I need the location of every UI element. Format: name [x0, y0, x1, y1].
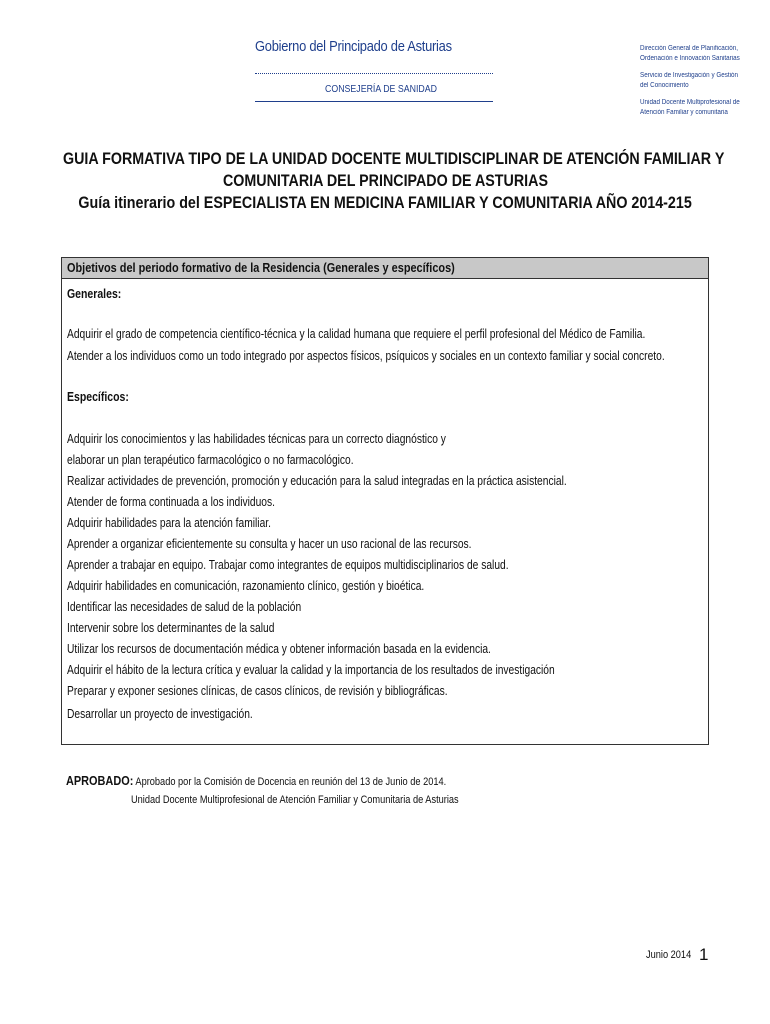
- header-servicio: Servicio de Investigación y Gestión del Conocimiento: [640, 72, 739, 89]
- title-line-3: Guía itinerario del ESPECIALISTA EN MEDICINA FAMILIAR Y COMUNITARIA AÑO 2014-215: [78, 193, 692, 212]
- especificos-item: Adquirir los conocimientos y las habilidades técnicas para un correcto diagnóstico y: [67, 432, 446, 446]
- especificos-item: Adquirir habilidades para la atención familiar.: [67, 516, 271, 530]
- generales-label: Generales:: [67, 287, 122, 301]
- consejeria-label: CONSEJERÍA DE SANIDAD: [325, 84, 437, 95]
- generales-item: Atender a los individuos como un todo integrado por aspectos físicos, psíquicos y sociales en un contexto familiar y social concreto.: [67, 349, 665, 363]
- header-unidad: Unidad Docente Multiprofesional de Atención Familiar y comunitaria: [640, 99, 740, 116]
- especificos-item: Realizar actividades de prevención, promoción y educación para la salud integradas en la práctica asistencial.: [67, 474, 567, 488]
- especificos-item: Desarrollar un proyecto de investigación.: [67, 707, 253, 721]
- title-line-1: GUIA FORMATIVA TIPO DE LA UNIDAD DOCENTE MULTIDISCIPLINAR DE ATENCIÓN FAMILIAR Y: [62, 149, 725, 168]
- objectives-box: [61, 257, 709, 745]
- especificos-item: Utilizar los recursos de documentación médica y obtener información basada en la evidencia.: [67, 642, 491, 656]
- footer-date: Junio 2014: [646, 949, 692, 961]
- generales-item: Adquirir el grado de competencia científico-técnica y la calidad humana que requiere el perfil profesional del Médico de Familia.: [67, 327, 646, 341]
- especificos-item: elaborar un plan terapéutico farmacológico o no farmacológico.: [67, 453, 354, 467]
- government-title: Gobierno del Principado de Asturias: [255, 38, 452, 55]
- document-title: [0, 148, 770, 214]
- page-number: 1: [699, 945, 709, 964]
- header-direccion: Dirección General de Planificación, Ordenación e Innovación Sanitarias: [640, 45, 740, 62]
- approval-line: [66, 773, 519, 788]
- approval-label: APROBADO:: [66, 773, 134, 788]
- header-right: [640, 44, 765, 125]
- header-left: [255, 38, 495, 95]
- approval-unit: Unidad Docente Multiprofesional de Atención Familiar y Comunitaria de Asturias: [131, 794, 459, 806]
- especificos-item: Aprender a organizar eficientemente su consulta y hacer un uso racional de las recursos.: [67, 537, 472, 551]
- especificos-item: Identificar las necesidades de salud de la población: [67, 600, 302, 614]
- dotted-divider: [255, 73, 493, 74]
- especificos-item: Adquirir habilidades en comunicación, razonamiento clínico, gestión y bioética.: [67, 579, 425, 593]
- especificos-item: Intervenir sobre los determinantes de la salud: [67, 621, 275, 635]
- objectives-heading: Objetivos del periodo formativo de la Residencia (Generales y específicos): [62, 258, 708, 279]
- especificos-item: Atender de forma continuada a los individuos.: [67, 495, 275, 509]
- title-line-2: COMUNITARIA DEL PRINCIPADO DE ASTURIAS: [222, 171, 548, 190]
- especificos-item: Aprender a trabajar en equipo. Trabajar como integrantes de equipos multidisciplinarios de salud.: [67, 558, 509, 572]
- solid-divider: [255, 101, 493, 102]
- especificos-item: Preparar y exponer sesiones clínicas, de casos clínicos, de revisión y bibliográficas.: [67, 684, 448, 698]
- especificos-label: Específicos:: [67, 390, 129, 404]
- approval-text: Aprobado por la Comisión de Docencia en reunión del 13 de Junio de 2014.: [135, 776, 447, 788]
- especificos-item: Adquirir el hábito de la lectura crítica y evaluar la calidad y la importancia de los resultados de investigación: [67, 663, 555, 677]
